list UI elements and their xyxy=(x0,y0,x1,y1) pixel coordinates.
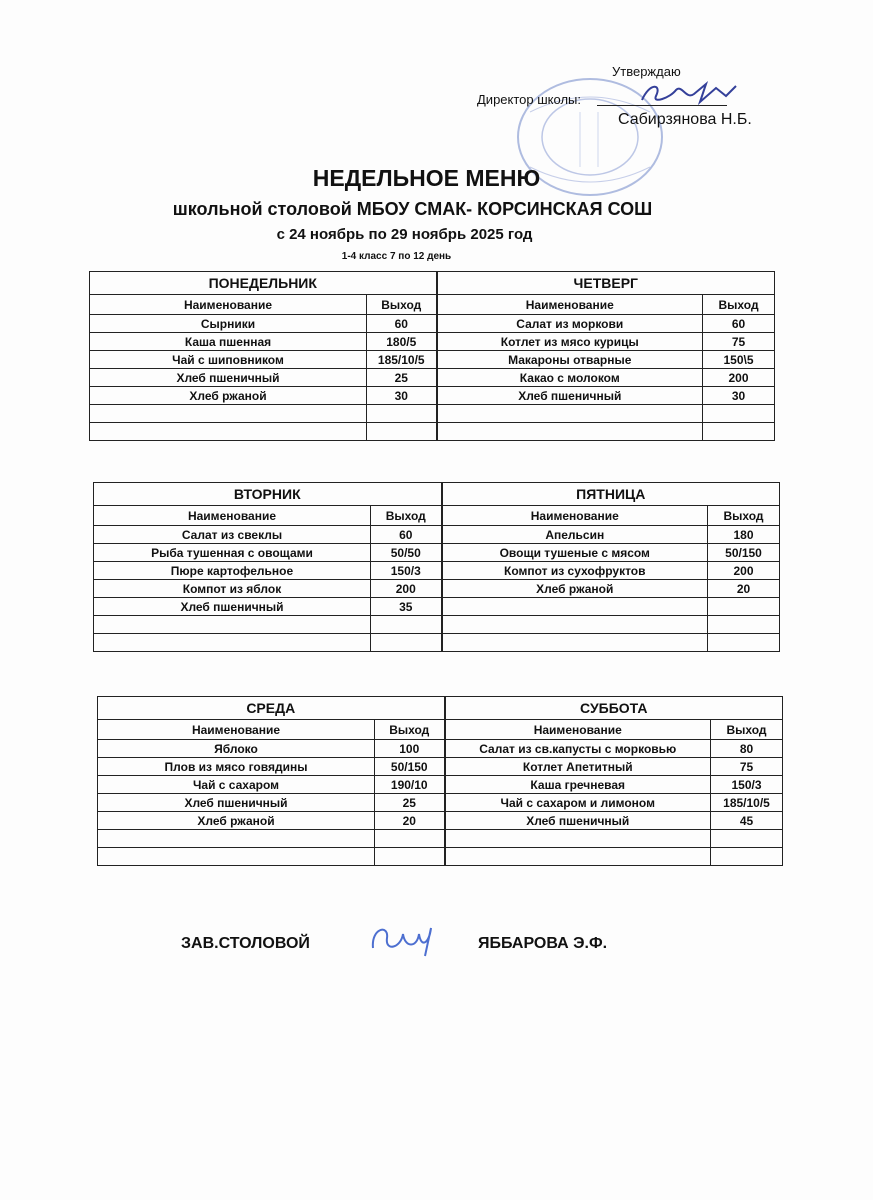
dish-name: Какао с молоком xyxy=(437,369,703,387)
grade-info: 1-4 класс 7 по 12 день xyxy=(341,251,452,262)
dish-output: 185/10/5 xyxy=(711,794,783,812)
table-row xyxy=(94,616,780,634)
dish-name: Сырники xyxy=(90,315,367,333)
page-subtitle: школьной столовой МБОУ СМАК- КОРСИНСКАЯ СОШ xyxy=(172,199,653,219)
day-name: СУББОТА xyxy=(445,697,783,720)
table-row xyxy=(90,423,775,441)
dish-name xyxy=(442,598,708,616)
dish-name: Салат из моркови xyxy=(437,315,703,333)
dish-name xyxy=(445,848,711,866)
dish-output xyxy=(371,634,442,652)
dish-name: Хлеб ржаной xyxy=(98,812,375,830)
day-name: СРЕДА xyxy=(98,697,445,720)
dish-name: Салат из св.капусты с морковью xyxy=(445,740,711,758)
dish-output: 100 xyxy=(375,740,445,758)
director-signature xyxy=(636,78,740,108)
dish-name: Хлеб пшеничный xyxy=(90,369,367,387)
dish-name xyxy=(94,634,371,652)
dish-name: Апельсин xyxy=(442,526,708,544)
day-header-row xyxy=(94,483,780,506)
dish-output xyxy=(711,848,783,866)
dish-output xyxy=(703,423,775,441)
dish-output xyxy=(367,423,437,441)
dish-output xyxy=(371,616,442,634)
approve-label: Утверждаю xyxy=(612,64,681,79)
dish-output xyxy=(708,598,780,616)
column-header-output: Выход xyxy=(703,295,775,315)
dish-output: 25 xyxy=(367,369,437,387)
dish-output: 50/50 xyxy=(371,544,442,562)
dish-name: Овощи тушеные с мясом xyxy=(442,544,708,562)
dish-name: Чай с сахаром и лимоном xyxy=(445,794,711,812)
dish-output: 30 xyxy=(703,387,775,405)
column-header-name: Наименование xyxy=(98,720,375,740)
dish-name xyxy=(90,423,367,441)
dish-output: 180/5 xyxy=(367,333,437,351)
dish-output xyxy=(708,616,780,634)
table-row xyxy=(98,848,783,866)
day-name: ВТОРНИК xyxy=(94,483,442,506)
dish-name xyxy=(442,616,708,634)
table-row xyxy=(94,598,780,616)
dish-name xyxy=(445,830,711,848)
date-range: с 24 ноябрь по 29 ноябрь 2025 год xyxy=(276,226,533,243)
canteen-head-signature xyxy=(367,918,437,960)
table-row xyxy=(90,351,775,369)
day-header-row xyxy=(90,272,775,295)
dish-output: 50/150 xyxy=(375,758,445,776)
dish-output xyxy=(711,830,783,848)
dish-name xyxy=(94,616,371,634)
director-label: Директор школы: xyxy=(477,92,581,107)
dish-output xyxy=(703,405,775,423)
dish-output: 25 xyxy=(375,794,445,812)
dish-name xyxy=(437,405,703,423)
column-header-output: Выход xyxy=(367,295,437,315)
dish-name: Каша пшенная xyxy=(90,333,367,351)
dish-output: 50/150 xyxy=(708,544,780,562)
menu-table-monday-thursday xyxy=(89,271,775,441)
dish-name: Чай с сахаром xyxy=(98,776,375,794)
dish-name: Котлет Апетитный xyxy=(445,758,711,776)
column-header-output: Выход xyxy=(708,506,780,526)
day-name: ПЯТНИЦА xyxy=(442,483,780,506)
table-row xyxy=(94,634,780,652)
dish-output: 80 xyxy=(711,740,783,758)
dish-name: Каша гречневая xyxy=(445,776,711,794)
day-name: ЧЕТВЕРГ xyxy=(437,272,775,295)
dish-output xyxy=(367,405,437,423)
page-title: НЕДЕЛЬНОЕ МЕНЮ xyxy=(312,165,541,191)
column-header-name: Наименование xyxy=(94,506,371,526)
dish-output: 150/3 xyxy=(711,776,783,794)
column-header-output: Выход xyxy=(711,720,783,740)
table-row xyxy=(98,776,783,794)
column-header-name: Наименование xyxy=(442,506,708,526)
dish-output: 150/3 xyxy=(371,562,442,580)
dish-name: Пюре картофельное xyxy=(94,562,371,580)
dish-name xyxy=(98,830,375,848)
table-row xyxy=(94,562,780,580)
table-row xyxy=(90,315,775,333)
column-header-name: Наименование xyxy=(445,720,711,740)
dish-output: 60 xyxy=(371,526,442,544)
dish-name: Плов из мясо говядины xyxy=(98,758,375,776)
table-row xyxy=(98,794,783,812)
dish-output xyxy=(375,830,445,848)
table-row xyxy=(98,740,783,758)
table-row xyxy=(94,580,780,598)
dish-output: 20 xyxy=(375,812,445,830)
principal-name: Сабирзянова Н.Б. xyxy=(618,111,752,128)
dish-output: 60 xyxy=(367,315,437,333)
table-row xyxy=(98,758,783,776)
dish-output: 35 xyxy=(371,598,442,616)
dish-output: 60 xyxy=(703,315,775,333)
column-header-row xyxy=(94,506,780,526)
dish-output: 30 xyxy=(367,387,437,405)
dish-name xyxy=(442,634,708,652)
dish-name: Салат из свеклы xyxy=(94,526,371,544)
column-header-row xyxy=(98,720,783,740)
table-row xyxy=(94,526,780,544)
dish-output: 180 xyxy=(708,526,780,544)
dish-name: Компот из сухофруктов xyxy=(442,562,708,580)
dish-output: 200 xyxy=(703,369,775,387)
dish-name: Хлеб ржаной xyxy=(90,387,367,405)
dish-name: Хлеб пшеничный xyxy=(437,387,703,405)
dish-output: 200 xyxy=(708,562,780,580)
dish-output: 185/10/5 xyxy=(367,351,437,369)
dish-name: Котлет из мясо курицы xyxy=(437,333,703,351)
dish-output: 190/10 xyxy=(375,776,445,794)
dish-output: 200 xyxy=(371,580,442,598)
dish-name: Хлеб пшеничный xyxy=(98,794,375,812)
column-header-name: Наименование xyxy=(90,295,367,315)
dish-name xyxy=(98,848,375,866)
dish-output: 75 xyxy=(703,333,775,351)
dish-name: Макароны отварные xyxy=(437,351,703,369)
table-row xyxy=(98,830,783,848)
dish-output: 20 xyxy=(708,580,780,598)
dish-output xyxy=(375,848,445,866)
table-row xyxy=(90,333,775,351)
table-row xyxy=(98,812,783,830)
dish-name: Хлеб пшеничный xyxy=(445,812,711,830)
column-header-row xyxy=(90,295,775,315)
dish-name: Хлеб пшеничный xyxy=(94,598,371,616)
day-header-row xyxy=(98,697,783,720)
table-row xyxy=(94,544,780,562)
table-row xyxy=(90,405,775,423)
column-header-output: Выход xyxy=(371,506,442,526)
dish-name xyxy=(437,423,703,441)
column-header-name: Наименование xyxy=(437,295,703,315)
column-header-output: Выход xyxy=(375,720,445,740)
dish-name: Хлеб ржаной xyxy=(442,580,708,598)
dish-output: 75 xyxy=(711,758,783,776)
dish-output: 45 xyxy=(711,812,783,830)
day-name: ПОНЕДЕЛЬНИК xyxy=(90,272,437,295)
menu-table-tuesday-friday xyxy=(93,482,780,652)
dish-name xyxy=(90,405,367,423)
dish-output: 150\5 xyxy=(703,351,775,369)
dish-name: Яблоко xyxy=(98,740,375,758)
dish-name: Чай с шиповником xyxy=(90,351,367,369)
dish-name: Компот из яблок xyxy=(94,580,371,598)
dish-output xyxy=(708,634,780,652)
dish-name: Рыба тушенная с овощами xyxy=(94,544,371,562)
canteen-head-name: ЯББАРОВА Э.Ф. xyxy=(478,935,608,952)
table-row xyxy=(90,369,775,387)
table-row xyxy=(90,387,775,405)
menu-table-wednesday-saturday xyxy=(97,696,783,866)
canteen-head-label: ЗАВ.СТОЛОВОЙ xyxy=(181,935,310,952)
